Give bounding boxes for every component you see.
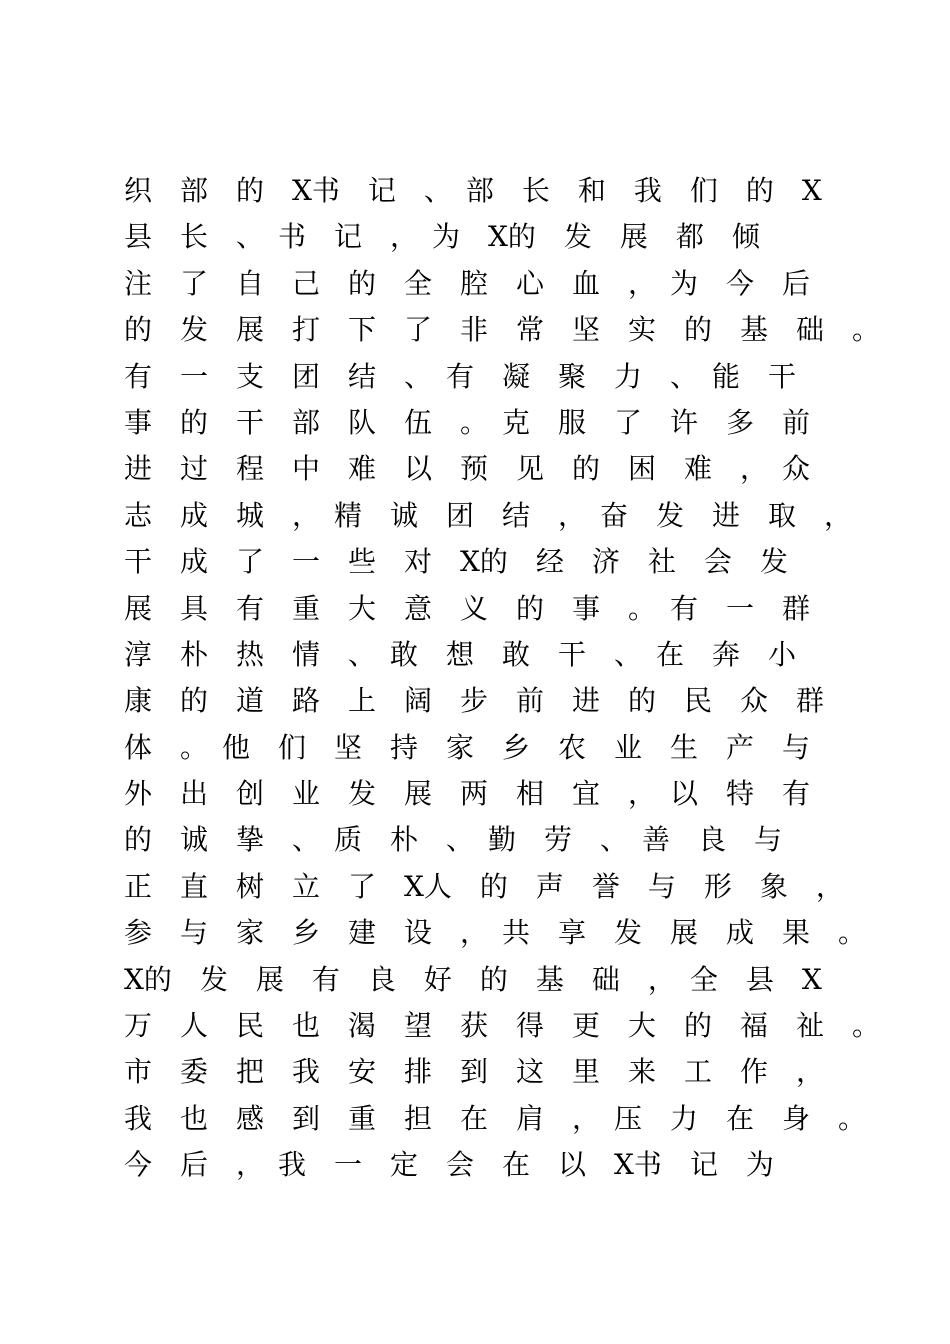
body-text xyxy=(124,168,881,1189)
text-line: 织 部 的 X书 记 、 部 长 和 我 们 的 X xyxy=(124,174,822,207)
text-line: 干 成 了 一 些 对 X的 经 济 社 会 发 xyxy=(124,545,788,579)
text-line: 市 委 把 我 安 排 到 这 里 来 工 作 ， xyxy=(124,1055,825,1089)
text-line: 展 具 有 重 大 意 义 的 事 。 有 一 群 xyxy=(124,591,811,625)
text-line: 康 的 道 路 上 阔 步 前 进 的 民 众 群 xyxy=(124,684,825,718)
text-line: 事 的 干 部 队 伍 。 克 服 了 许 多 前 xyxy=(124,405,811,439)
text-line: 我 也 感 到 重 担 在 肩 ， 压 力 在 身 。 xyxy=(124,1101,867,1135)
text-line: 外 出 创 业 发 展 两 相 宜 ， 以 特 有 xyxy=(124,777,811,811)
text-line: 万 人 民 也 渴 望 获 得 更 大 的 福 祉 。 xyxy=(124,1009,881,1043)
text-line: 志 成 城 ， 精 诚 团 结 ， 奋 发 进 取 ， xyxy=(124,498,853,532)
text-line: 参 与 家 乡 建 设 ， 共 享 发 展 成 果 。 xyxy=(124,916,867,950)
text-line: 县 长 、 书 记 ， 为 X的 发 展 都 倾 xyxy=(124,220,760,254)
text-line: 的 发 展 打 下 了 非 常 坚 实 的 基 础 。 xyxy=(124,313,881,347)
text-line: 有 一 支 团 结 、 有 凝 聚 力 、 能 干 xyxy=(124,359,797,393)
text-line: 的 诚 挚 、 质 朴 、 勤 劳 、 善 良 与 xyxy=(124,823,783,857)
text-line: X的 发 展 有 良 好 的 基 础 ， 全 县 X xyxy=(124,962,822,996)
text-line: 今 后 ， 我 一 定 会 在 以 X书 记 为 xyxy=(124,1148,774,1182)
text-line: 淳 朴 热 情 、 敢 想 敢 干 、 在 奔 小 xyxy=(124,637,797,671)
text-line: 体 。 他 们 坚 持 家 乡 农 业 生 产 与 xyxy=(124,730,811,764)
text-line: 进 过 程 中 难 以 预 见 的 困 难 ， 众 xyxy=(124,452,811,486)
text-line: 注 了 自 己 的 全 腔 心 血 ， 为 今 后 xyxy=(124,266,811,300)
text-line: 正 直 树 立 了 X人 的 声 誉 与 形 象 ， xyxy=(124,869,844,903)
